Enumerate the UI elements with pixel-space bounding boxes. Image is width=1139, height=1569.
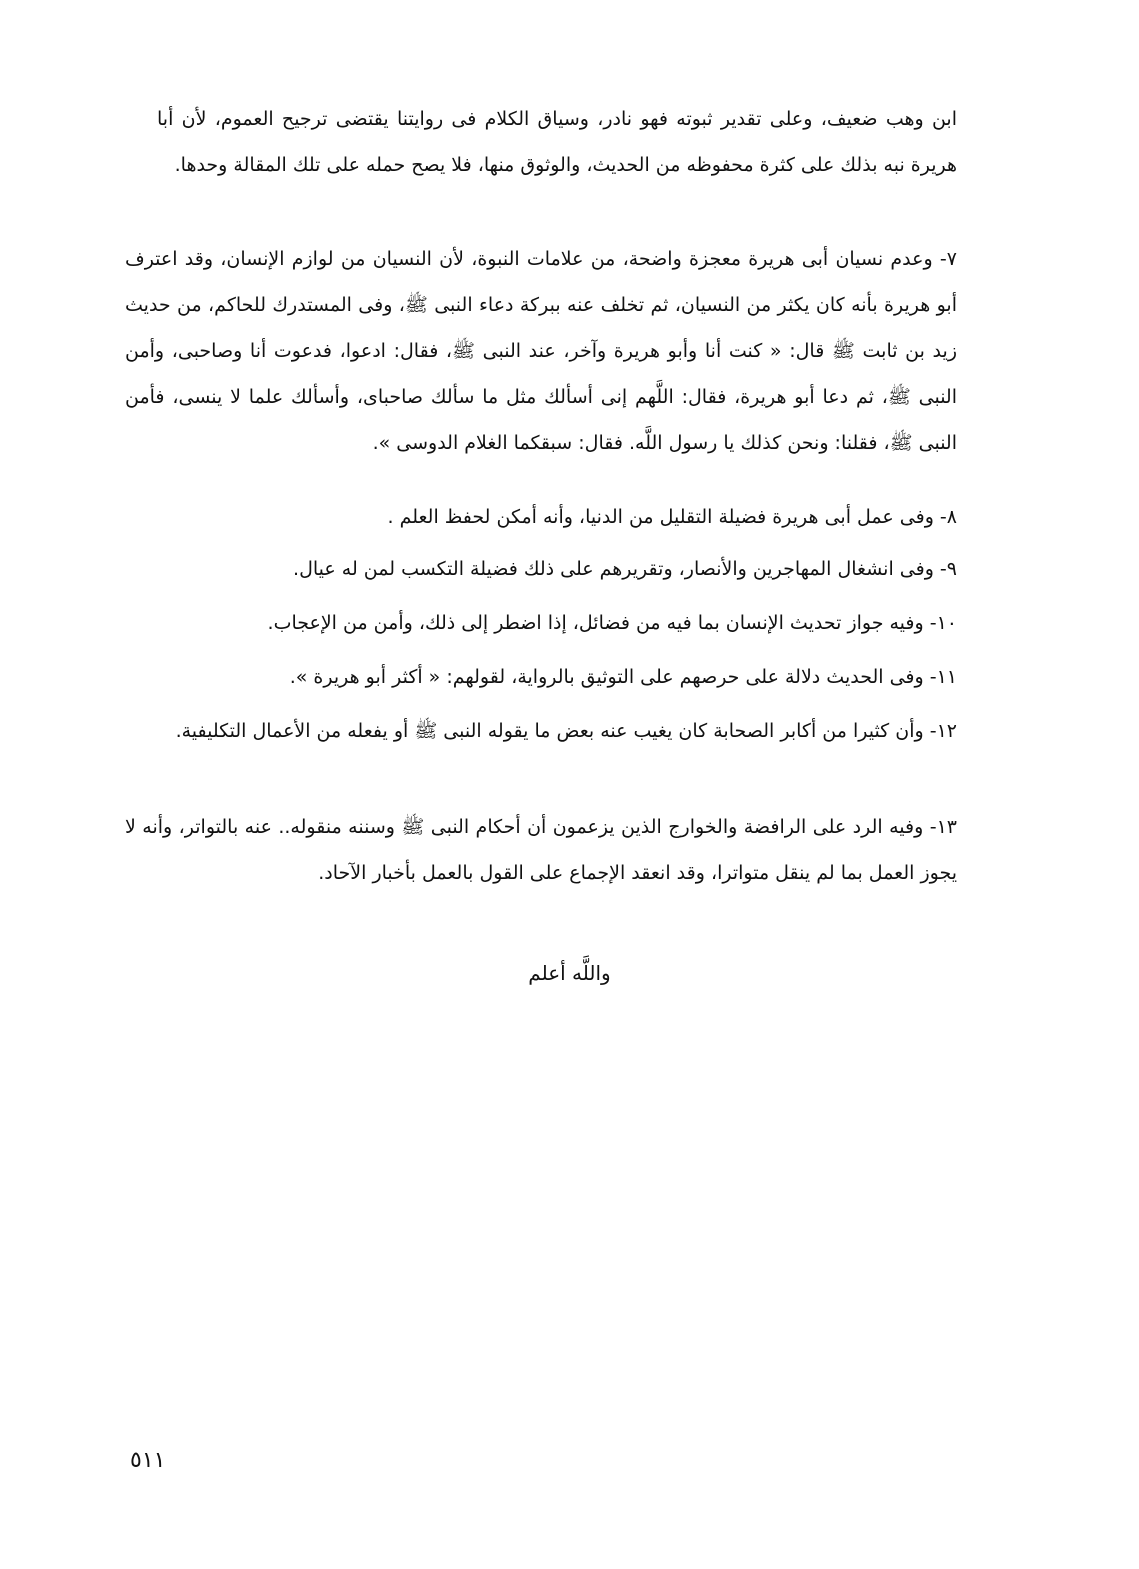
list-item-11 [147, 654, 957, 700]
item-number: ٨- [939, 506, 957, 528]
item-text: وعدم نسيان أبى هريرة معجزة واضحة، من علامات النبوة، لأن النسيان من لوازم الإنسان، وقد اعترف أبو هريرة بأنه كان يكثر من النسيان، ثم تخلف عنه ببركة دعاء النبى ﷺ، وفى المستدرك للحاكم، من حديث زيد بن ثابت ﷺ قال: « كنت أنا وأبو هريرة وآخر، عند النبى ﷺ، فقال: ادعوا، فدعوت أنا وصاحبى، وأمن النبى ﷺ، ثم دعا أبو هريرة، فقال: اللَّهم إنى أسألك مثل ما سألك صاحباى، وأسألك علما لا ينسى، فأمن النبى ﷺ، فقلنا: ونحن كذلك يا رسول اللَّه. فقال: سبقكما الغلام الدوسى ». [125, 248, 957, 454]
item-text: وفى عمل أبى هريرة فضيلة التقليل من الدنيا، وأنه أمكن لحفظ العلم . [387, 506, 934, 528]
page-number: ٥١١ [130, 1448, 166, 1473]
list-item-12 [125, 708, 957, 754]
closing-phrase: واللَّه أعلم [528, 961, 611, 985]
item-text: وفيه جواز تحديث الإنسان بما فيه من فضائل، إذا اضطر إلى ذلك، وأمن من الإعجاب. [267, 612, 924, 634]
item-number: ١١- [929, 666, 957, 688]
item-number: ٩- [939, 558, 957, 580]
list-item-9 [147, 546, 957, 592]
list-item-13 [125, 804, 957, 896]
item-text: وفى انشغال المهاجرين والأنصار، وتقريرهم على ذلك فضيلة التكسب لمن له عيال. [293, 558, 934, 580]
list-item-10 [147, 600, 957, 646]
item-number: ١٣- [929, 816, 957, 838]
item-text: وأن كثيرا من أكابر الصحابة كان يغيب عنه بعض ما يقوله النبى ﷺ أو يفعله من الأعمال التكليفية. [175, 720, 924, 742]
intro-paragraph: ابن وهب ضعيف، وعلى تقدير ثبوته فهو نادر، وسياق الكلام فى روايتنا يقتضى ترجيح العموم، لأن أبا هريرة نبه بذلك على كثرة محفوظه من الحديث، والوثوق منها، فلا يصح حمله على تلك المقالة وحدها. [157, 108, 957, 176]
item-number: ١٢- [929, 720, 957, 742]
item-number: ٧- [939, 248, 957, 270]
item-number: ١٠- [929, 612, 957, 634]
list-item-8 [147, 494, 957, 540]
item-text: وفى الحديث دلالة على حرصهم على التوثيق بالرواية، لقولهم: « أكثر أبو هريرة ». [289, 666, 924, 688]
list-item-7 [125, 236, 957, 466]
item-text: وفيه الرد على الرافضة والخوارج الذين يزعمون أن أحكام النبى ﷺ وسننه منقوله.. عنه بالتواتر، وأنه لا يجوز العمل بما لم ينقل متواترا، وقد انعقد الإجماع على القول بالعمل بأخبار الآحاد. [125, 816, 957, 884]
